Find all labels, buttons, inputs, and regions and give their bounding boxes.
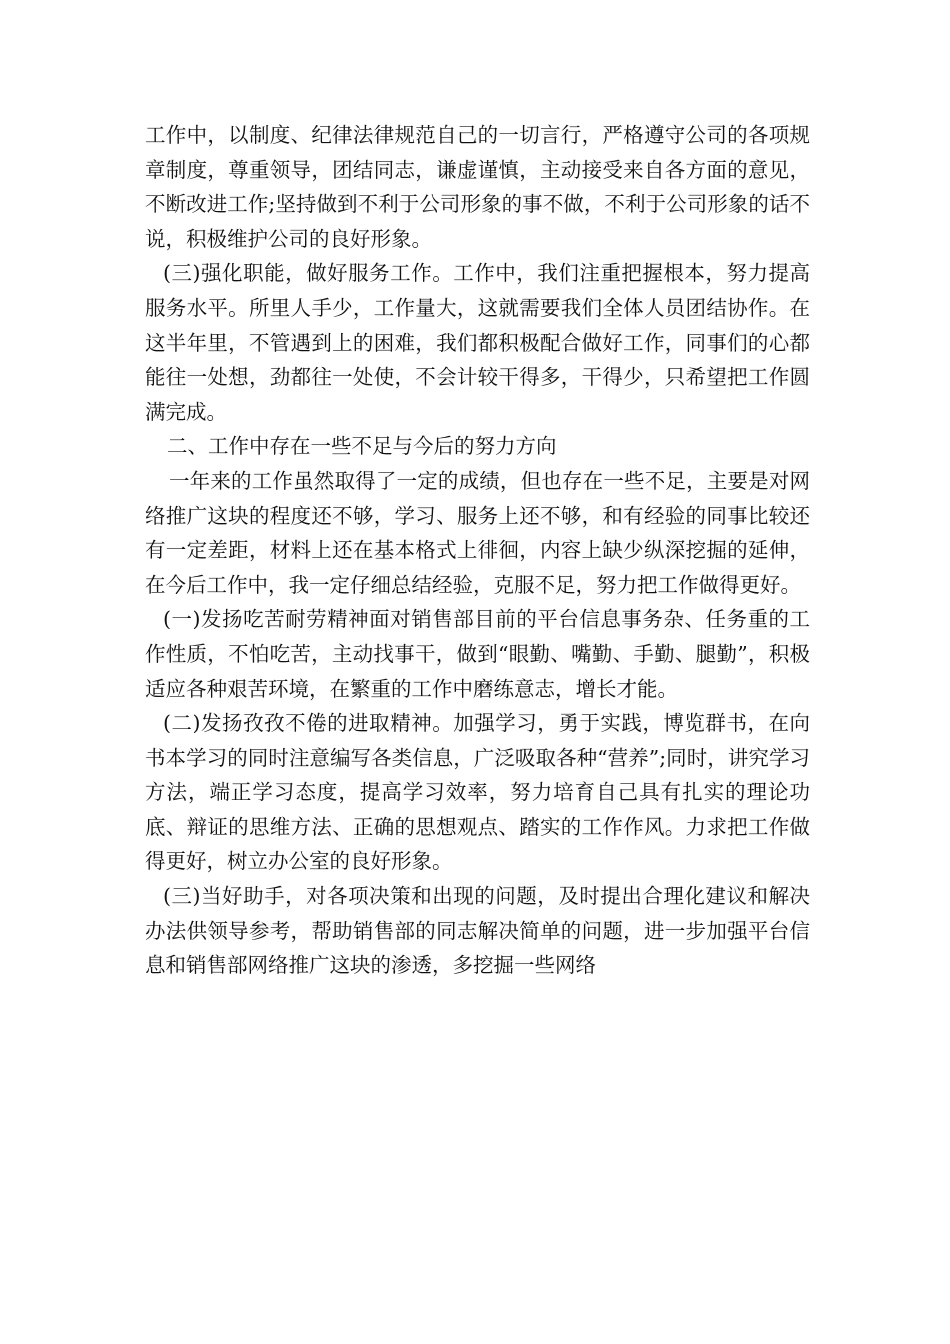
paragraph-hardwork: (一)发扬吃苦耐劳精神面对销售部目前的平台信息事务杂、任务重的工作性质，不怕吃苦，主动找事干，做到“眼勤、嘴勤、手勤、腿勤”，积极适应各种艰苦环境，在繁重的工作中磨练意志，增长才能。 — [145, 607, 810, 701]
paragraph-assistant: (三)当好助手，对各项决策和出现的问题，及时提出合理化建议和解决办法供领导参考，帮助销售部的同志解决简单的问题，进一步加强平台信息和销售部网络推广这块的渗透，多挖掘一些网络 — [145, 884, 810, 978]
paragraph-shortcomings: 一年来的工作虽然取得了一定的成绩，但也存在一些不足，主要是对网络推广这块的程度还不够，学习、服务上还不够，和有经验的同事比较还有一定差距，材料上还在基本格式上徘徊，内容上缺少纵深挖掘的延伸，在今后工作中，我一定仔细总结经验，克服不足，努力把工作做得更好。 — [145, 468, 810, 597]
paragraph-learning: (二)发扬孜孜不倦的进取精神。加强学习，勇于实践，博览群书，在向书本学习的同时注意编写各类信息，广泛吸取各种“营养”;同时，讲究学习方法，端正学习态度，提高学习效率，努力培育自己具有扎实的理论功底、辩证的思维方法、正确的思想观点、踏实的工作作风。力求把工作做得更好，树立办公室的良好形象。 — [145, 711, 810, 874]
paragraph-service: (三)强化职能，做好服务工作。工作中，我们注重把握根本，努力提高服务水平。所里人手少，工作量大，这就需要我们全体人员团结协作。在这半年里，不管遇到上的困难，我们都积极配合做好工作，同事们的心都能往一处想，劲都往一处使，不会计较干得多，干得少，只希望把工作圆满完成。 — [145, 261, 810, 424]
section-heading-shortcomings: 二、工作中存在一些不足与今后的努力方向 — [167, 434, 557, 459]
document-body — [145, 118, 810, 983]
paragraph-discipline: 工作中，以制度、纪律法律规范自己的一切言行，严格遵守公司的各项规章制度，尊重领导，团结同志，谦虚谨慎，主动接受来自各方面的意见，不断改进工作;坚持做到不利于公司形象的事不做，不利于公司形象的话不说，积极维护公司的良好形象。 — [145, 123, 810, 251]
